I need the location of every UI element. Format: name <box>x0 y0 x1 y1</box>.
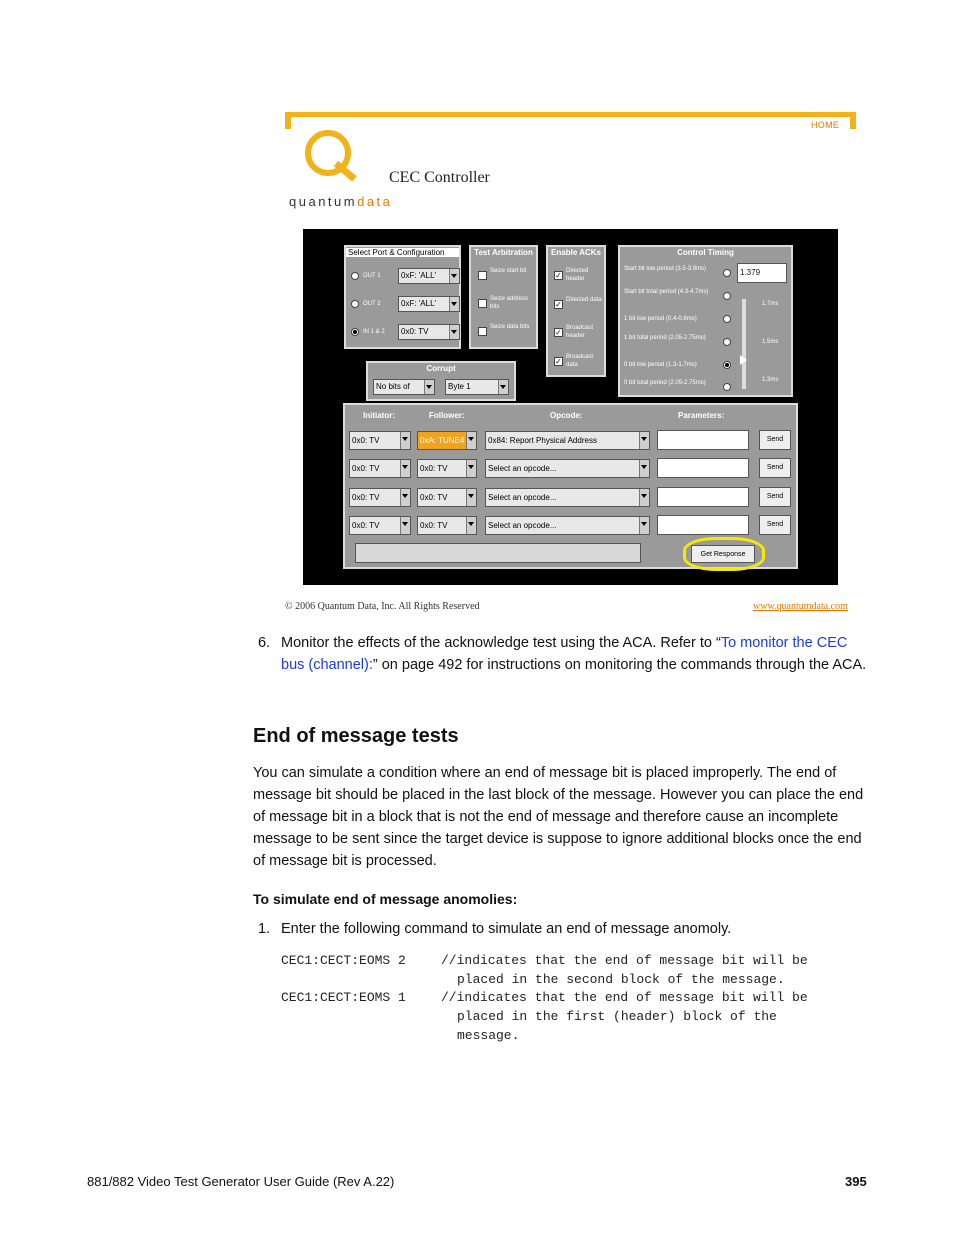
checkbox-label: Directed header <box>566 268 589 282</box>
port-config-panel <box>344 245 461 349</box>
parameters-header: Parameters: <box>678 411 725 420</box>
corrupt-bits-select[interactable]: No bits of <box>373 379 435 395</box>
corrupt-title: Corrupt <box>426 364 456 373</box>
timing-title: Control Timing <box>677 248 734 257</box>
code-comment-cont: placed in the second block of the message. <box>457 972 785 987</box>
logo-word-data: data <box>357 194 393 209</box>
code-comment: //indicates that the end of message bit will be <box>441 953 808 968</box>
step-6-number: 6. <box>258 635 271 651</box>
opcode-select[interactable]: Select an opcode... <box>485 488 650 507</box>
page-number: 395 <box>845 1174 867 1189</box>
logo-word-quantum: quantum <box>289 194 358 209</box>
step-1-number: 1. <box>258 921 271 937</box>
initiator-header: Initiator: <box>363 411 395 420</box>
timing-label: Start bit low period (3.5-3.9ms) <box>624 266 707 272</box>
opcode-select[interactable]: 0x84: Report Physical Address <box>485 431 650 450</box>
logo-wordmark <box>289 194 392 209</box>
opcode-select[interactable]: Select an opcode... <box>485 516 650 535</box>
initiator-select[interactable]: 0x0: TV <box>349 516 411 535</box>
parameters-input[interactable] <box>657 487 749 507</box>
timing-radio[interactable] <box>723 361 731 369</box>
initiator-select[interactable]: 0x0: TV <box>349 431 411 450</box>
acks-panel <box>546 245 606 377</box>
copyright: © 2006 Quantum Data, Inc. All Rights Reserved <box>285 601 480 612</box>
site-link[interactable]: www.quantumdata.com <box>753 601 848 612</box>
follower-select[interactable]: 0x0: TV <box>417 516 477 535</box>
port-select-out1[interactable]: 0xF: 'ALL' <box>398 268 460 284</box>
checkbox-seize-start[interactable] <box>478 271 487 280</box>
parameters-input[interactable] <box>657 515 749 535</box>
parameters-input[interactable] <box>657 430 749 450</box>
frame-top-bar <box>285 112 856 117</box>
follower-header: Follower: <box>429 411 465 420</box>
send-button[interactable]: Send <box>759 515 791 535</box>
timing-label: 1 bit total period (2.05-2.75ms) <box>624 335 706 341</box>
corrupt-byte-select[interactable]: Byte 1 <box>445 379 509 395</box>
checkbox-label: Directed data <box>566 297 602 303</box>
send-button[interactable]: Send <box>759 487 791 507</box>
port-label: OUT 1 <box>363 273 381 279</box>
follower-select[interactable]: 0xA: TUNE4 <box>417 431 477 450</box>
footer-title: 881/882 Video Test Generator User Guide (Rev A.22) <box>87 1174 395 1189</box>
arbitration-title: Test Arbitration <box>474 248 533 257</box>
timing-label: 0 bit low period (1.3-1.7ms) <box>624 362 697 368</box>
send-button[interactable]: Send <box>759 458 791 478</box>
parameters-input[interactable] <box>657 458 749 478</box>
checkbox-seize-address[interactable] <box>478 299 487 308</box>
timing-value-input[interactable]: 1.379 <box>737 263 787 283</box>
app-title: CEC Controller <box>389 169 490 186</box>
timing-label: 0 bit total period (2.05-2.75ms) <box>624 380 706 386</box>
checkbox-broadcast-data[interactable]: ✓ <box>555 357 562 366</box>
code-command: CEC1:CECT:EOMS 2 <box>281 953 406 968</box>
step-6-text: Monitor the effects of the acknowledge test using the ACA. Refer to “To monitor the CEC bus (channel):” on page 492 for instructions on monitoring the commands through the ACA. <box>281 635 867 673</box>
timing-radio[interactable] <box>723 292 731 300</box>
timing-radio[interactable] <box>723 315 731 323</box>
initiator-select[interactable]: 0x0: TV <box>349 488 411 507</box>
follower-select[interactable]: 0x0: TV <box>417 488 477 507</box>
checkbox-directed-header[interactable]: ✓ <box>555 271 562 280</box>
checkbox-label: Broadcast data <box>566 354 594 368</box>
follower-select[interactable]: 0x0: TV <box>417 459 477 478</box>
checkbox-directed-data[interactable]: ✓ <box>555 300 562 309</box>
get-response-button[interactable]: Get Response <box>691 545 755 563</box>
message-panel <box>343 403 798 569</box>
code-comment: //indicates that the end of message bit will be <box>441 990 808 1005</box>
send-button[interactable]: Send <box>759 430 791 450</box>
timing-slider-thumb[interactable] <box>740 355 747 365</box>
timing-panel <box>618 245 793 397</box>
port-panel-title: Select Port & Configuration <box>346 248 459 257</box>
scale-label: 1.5ms <box>762 339 779 345</box>
checkbox-label: Broadcast header <box>566 325 594 339</box>
cec-controller-app <box>303 229 838 585</box>
timing-radio[interactable] <box>723 269 731 277</box>
frame-left-tab <box>285 112 291 129</box>
port-select-in12[interactable]: 0x0: TV <box>398 324 460 340</box>
radio-out2[interactable] <box>351 300 359 308</box>
corrupt-panel <box>366 361 516 401</box>
checkbox-broadcast-header[interactable]: ✓ <box>555 328 562 337</box>
radio-in12[interactable] <box>351 328 359 336</box>
port-select-out2[interactable]: 0xF: 'ALL' <box>398 296 460 312</box>
procedure-title: To simulate end of message anomolies: <box>253 891 518 907</box>
checkbox-label: Seize data bits <box>490 324 530 330</box>
port-label: OUT 2 <box>363 301 381 307</box>
timing-label: 1 bit low period (0.4-0.8ms) <box>624 316 697 322</box>
port-label: IN 1 & 2 <box>363 329 385 335</box>
timing-label: Start bit total period (4.3-4.7ms) <box>624 289 709 295</box>
timing-radio[interactable] <box>723 338 731 346</box>
section-heading: End of message tests <box>253 725 459 747</box>
step-1-text: Enter the following command to simulate an end of message anomoly. <box>281 921 732 937</box>
code-comment-cont: message. <box>457 1028 520 1043</box>
opcode-header: Opcode: <box>550 411 583 420</box>
code-command: CEC1:CECT:EOMS 1 <box>281 990 406 1005</box>
frame-right-tab <box>850 112 856 129</box>
scale-label: 1.7ms <box>762 301 779 307</box>
checkbox-seize-data[interactable] <box>478 327 487 336</box>
acks-title: Enable ACKs <box>551 248 601 257</box>
highlight-ellipse <box>683 537 765 571</box>
opcode-select[interactable]: Select an opcode... <box>485 459 650 478</box>
home-link[interactable]: HOME <box>811 120 840 130</box>
scale-label: 1.3ms <box>762 377 779 383</box>
radio-out1[interactable] <box>351 272 359 280</box>
cec-monitor-link[interactable]: To monitor the CEC bus (channel): <box>281 635 848 673</box>
initiator-select[interactable]: 0x0: TV <box>349 459 411 478</box>
checkbox-label: Seize start bit <box>490 268 527 274</box>
checkbox-label: Seize address bits <box>490 296 529 310</box>
arbitration-panel <box>469 245 538 349</box>
timing-slider-track[interactable] <box>742 299 746 389</box>
section-paragraph: You can simulate a condition where an end of message bit is placed improperly. The end of message bit should be placed in the last block of the message. However you can place the end of message bit in a block that is not the end of message and therefore cause an incomplete message to be sent since the target device is suppose to ignore additional blocks once the end of message bit is processed. <box>253 765 864 869</box>
timing-radio[interactable] <box>723 383 731 391</box>
code-comment-cont: placed in the first (header) block of the <box>457 1009 777 1024</box>
response-output <box>355 543 641 563</box>
